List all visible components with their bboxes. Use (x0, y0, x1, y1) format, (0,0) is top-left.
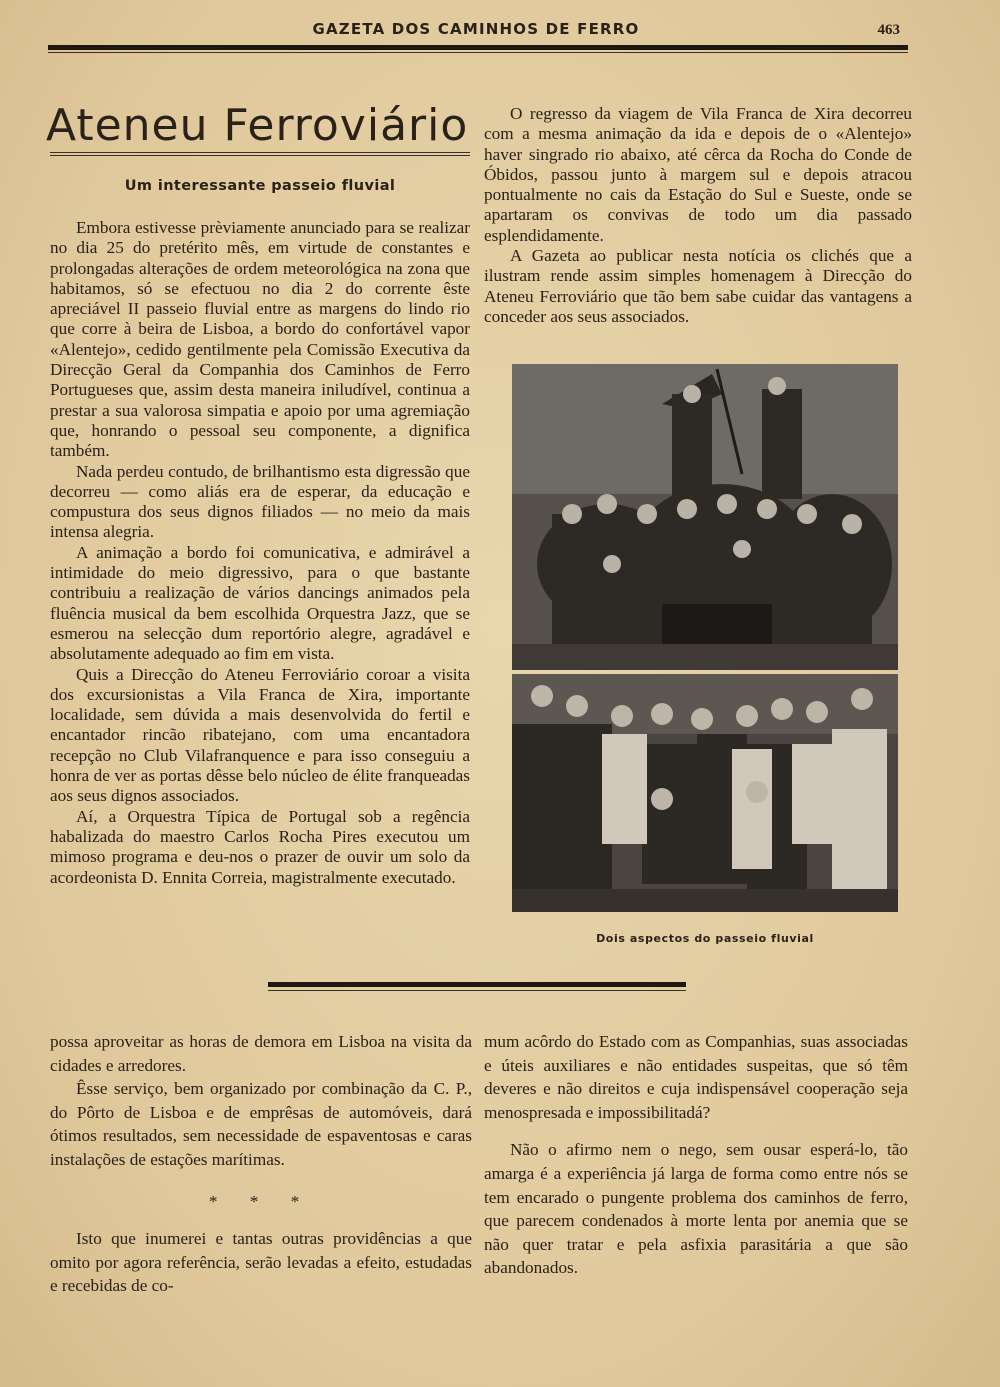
page-header (48, 18, 904, 42)
continuation-paragraph: Isto que inumerei e tantas outras providências a que omito por agora referência, serão levadas a efeito, estudadas e recebidas de co- (50, 1229, 472, 1296)
photo-caption: Dois aspectos do passeio fluvial (596, 932, 814, 945)
article-right-column (484, 104, 912, 327)
article-paragraph: A Gazeta ao publicar nesta notícia os clichés que a ilustram rende assim simples homenagem à Direcção do Ateneu Ferroviário que tão bem sabe cuidar das vantagens a conceder aos seus associados. (484, 246, 912, 326)
article-paragraph: Embora estivesse prèviamente anunciado para se realizar no dia 25 do pretérito mês, em virtude de constantes e prolongadas alterações de ordem meteorológica na zona que habitamos, só se efectuou no dia 2 do corrente êste apreciável II passeio fluvial entre as margens do lindo rio que corre à beira de Lisboa, a bordo do confortável vapor «Alentejo», cedido gentilmente pela Comissão Executiva da Direcção Geral da Companhia dos Caminhos de Ferro Portugueses que, assim desta maneira iniludível, continua a prestar a sua valorosa simpatia e apoio por uma agremiação que, honrando o pessoal seu componente, a dignifica também. (50, 218, 470, 461)
article-left-column (50, 218, 470, 888)
continuation-paragraph: Não o afirmo nem o nego, sem ousar esperá-lo, tão amarga é a experiência já larga de forma como entre nós se tem encarado o pungente problema dos caminhos de ferro, que parecem condenados à morte lenta por anemia que se não quer tratar e pela asfixia parasitária a que são abandonados. (484, 1140, 908, 1278)
photo-group-of-women (512, 674, 898, 912)
header-rule (48, 45, 908, 50)
page-number: 463 (877, 22, 900, 38)
section-divider-thin (268, 990, 686, 991)
continuation-paragraph: mum acôrdo do Estado com as Companhias, suas associadas e úteis auxiliares e não entidades suspeitas, que só têm deveres e não direitos e cuja indispensável cooperação seja menospresada e impossibilitadá? (484, 1032, 908, 1122)
article-paragraph: Nada perdeu contudo, de brilhantismo esta digressão que decorreu — como aliás era de esperar, da educação e compustura dos seus dignos filiados — no meio da mais intensa alegria. (50, 461, 470, 542)
magazine-title: GAZETA DOS CAMINHOS DE FERRO (312, 20, 640, 38)
section-divider (268, 982, 686, 987)
header-rule-thin (48, 52, 908, 53)
article-paragraph: O regresso da viagem de Vila Franca de Xira decorreu com a mesma animação da ida e depois de o «Alentejo» haver singrado rio abaixo, até cêrca da Rocha do Conde de Óbidos, passou junto à margem sul e depois atracou pontualmente no cais da Estação do Sul e Sueste, onde se apartaram os convivas de todo um dia passado esplendidamente. (484, 104, 912, 245)
article-paragraph: A animação a bordo foi comunicativa, e admirável a intimidade do meio digressivo, para o que bastante contribuiu a realização de vários dancings animados pela fluência musical da bem escolhida Orquestra Jazz, que se esmerou na selecção dum reportório alegre, agradável e absolutamente adequado ao fim em vista. (50, 542, 470, 664)
section-separator: * * * (208, 1191, 314, 1211)
photo-group-on-deck (512, 364, 898, 670)
article-paragraph: Aí, a Orquestra Típica de Portugal sob a regência habalizada do maestro Carlos Rocha Pires executou um mimoso programa e deu-nos o prazer de ouvir um solo da acordeonista D. Ennita Correia, magistralmente executado. (50, 806, 470, 887)
headline-rule-thin (50, 155, 470, 156)
article-subtitle: Um interessante passeio fluvial (124, 178, 396, 194)
article-paragraph: Quis a Direcção do Ateneu Ferroviário coroar a visita dos excursionistas a Vila Franca de Xira, importante localidade, sem dúvida a mais desenvolvida do fertil e encantador rincão ribatejano, com uma encantadora recepção no Club Vilafranquence e para isso conseguiu a honra de ver as portas dêsse belo núcleo de élite franqueadas aos seus dignos associados. (50, 664, 470, 806)
article-headline: Ateneu Ferroviário (46, 100, 469, 151)
continuation-paragraph: Êsse serviço, bem organizado por combinação da C. P., do Pôrto de Lisboa e de emprêsas de automóveis, dará ótimos resultados, sem necessidade de espaventosas e caras instalações de estações marítimas. (50, 1079, 472, 1169)
headline-rule (50, 152, 470, 153)
continuation-right-column (484, 1030, 908, 1280)
continuation-paragraph: possa aproveitar as horas de demora em Lisboa na visita da cidades e arredores. (50, 1032, 472, 1075)
continuation-left-column (50, 1030, 472, 1298)
